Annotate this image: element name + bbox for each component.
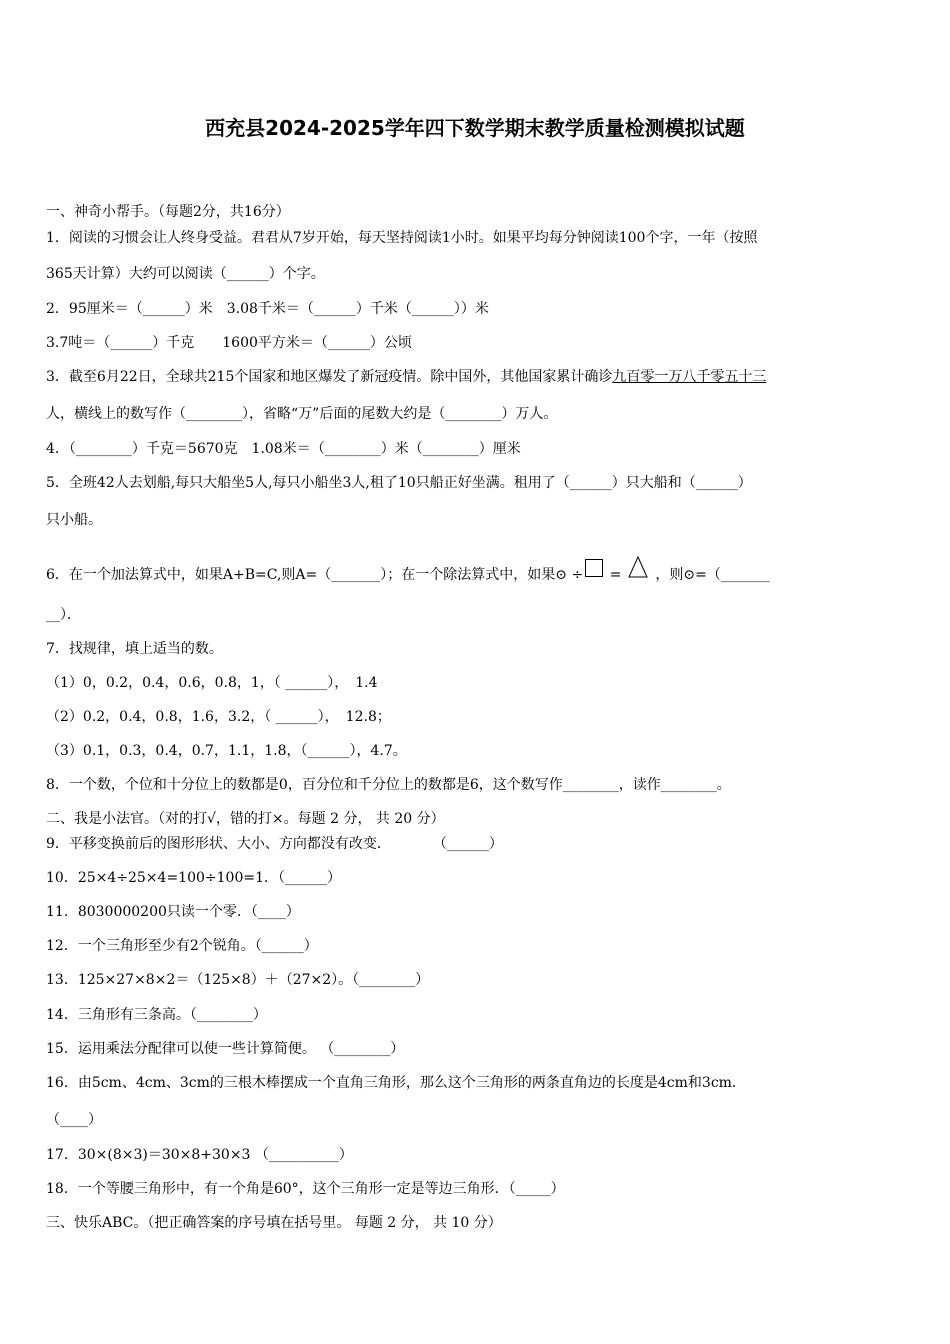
question-1-line-2: 365天计算）大约可以阅读（______）个字。 bbox=[46, 266, 325, 282]
question-6-line-2: __）． bbox=[46, 607, 81, 623]
question-17: 17．30×(8×3)＝30×8+30×3 （__________） bbox=[46, 1147, 353, 1163]
question-4: 4．（________）千克＝5670克 1.08米＝（________）米（________）厘米 bbox=[46, 441, 521, 457]
question-3-line-1 bbox=[46, 367, 766, 387]
question-2-line-1: 2．95厘米＝（______）米 3.08千米＝（______）千米（______））米 bbox=[46, 301, 489, 317]
question-7-sub-1: （1）0，0.2，0.4，0.6，0.8，1，（ ______）， 1.4 bbox=[46, 675, 378, 691]
question-3-text: 3．截至6月22日，全球共215个国家和地区爆发了新冠疫情。除中国外，其他国家累计确诊 bbox=[46, 369, 613, 385]
question-9: 9．平移变换前后的图形形状、大小、方向都没有改变． （______） bbox=[46, 836, 503, 852]
question-16-line-1: 16．由5cm、4cm、3cm的三根木棒摆成一个直角三角形，那么这个三角形的两条直角边的长度是4cm和3cm． bbox=[46, 1075, 746, 1091]
question-10: 10．25×4÷25×4=100÷100=1．（______） bbox=[46, 870, 341, 886]
question-6-text-a: 6．在一个加法算式中，如果A+B=C,则A=（_______）；在一个除法算式中，如果⊙ ÷ bbox=[46, 567, 584, 583]
question-3-underlined-number: 九百零一万八千零五十三 bbox=[612, 369, 767, 385]
question-14: 14．三角形有三条高。（________） bbox=[46, 1007, 267, 1023]
question-13: 13．125×27×8×2＝（125×8）＋（27×2）。（________） bbox=[46, 972, 430, 988]
square-shape-icon bbox=[585, 559, 603, 577]
page-title: 西充县2024-2025学年四下数学期末教学质量检测模拟试题 bbox=[205, 116, 745, 140]
question-18: 18．一个等腰三角形中，有一个角是60°，这个三角形一定是等边三角形．（_____） bbox=[46, 1181, 565, 1197]
question-6-line-1 bbox=[46, 555, 770, 585]
question-2-line-2: 3.7吨＝（______）千克 1600平方米＝（______）公顷 bbox=[46, 335, 412, 351]
question-7-heading: 7．找规律，填上适当的数。 bbox=[46, 641, 223, 657]
question-6-equals: = bbox=[609, 567, 622, 583]
question-11: 11．8030000200只读一个零．（____） bbox=[46, 904, 300, 920]
triangle-shape-icon bbox=[627, 555, 649, 579]
question-3-line-2: 人，横线上的数写作（________），省略“万”后面的尾数大约是（________）万人。 bbox=[46, 406, 558, 422]
question-5-line-1: 5．全班42人去划船,每只大船坐5人,每只小船坐3人,租了10只船正好坐满。租用了（______）只大船和（______） bbox=[46, 475, 752, 491]
question-6-text-c: ，则⊙=（_______ bbox=[655, 567, 770, 583]
question-8: 8．一个数，个位和十分位上的数都是0，百分位和千分位上的数都是6，这个数写作________，读作________。 bbox=[46, 777, 731, 793]
question-15: 15．运用乘法分配律可以使一些计算简便。 （________） bbox=[46, 1041, 405, 1057]
section-1-heading: 一、神奇小帮手。（每题2分，共16分） bbox=[46, 204, 290, 220]
question-7-sub-2: （2）0.2，0.4，0.8，1.6，3.2，（ ______）， 12.8； bbox=[46, 709, 391, 725]
question-5-line-2: 只小船。 bbox=[46, 512, 102, 528]
section-2-heading: 二、我是小法官。（对的打√，错的打×。每题 2 分， 共 20 分） bbox=[46, 811, 445, 827]
question-1-line-1: 1．阅读的习惯会让人终身受益。君君从7岁开始，每天坚持阅读1小时。如果平均每分钟阅读100个字，一年（按照 bbox=[46, 230, 758, 246]
section-3-heading: 三、快乐ABC。（把正确答案的序号填在括号里。 每题 2 分， 共 10 分） bbox=[46, 1215, 502, 1231]
question-16-line-2: （____） bbox=[46, 1112, 102, 1128]
question-7-sub-3: （3）0.1，0.3，0.4，0.7，1.1，1.8，（______），4.7。 bbox=[46, 743, 407, 759]
question-12: 12．一个三角形至少有2个锐角。（______） bbox=[46, 938, 318, 954]
